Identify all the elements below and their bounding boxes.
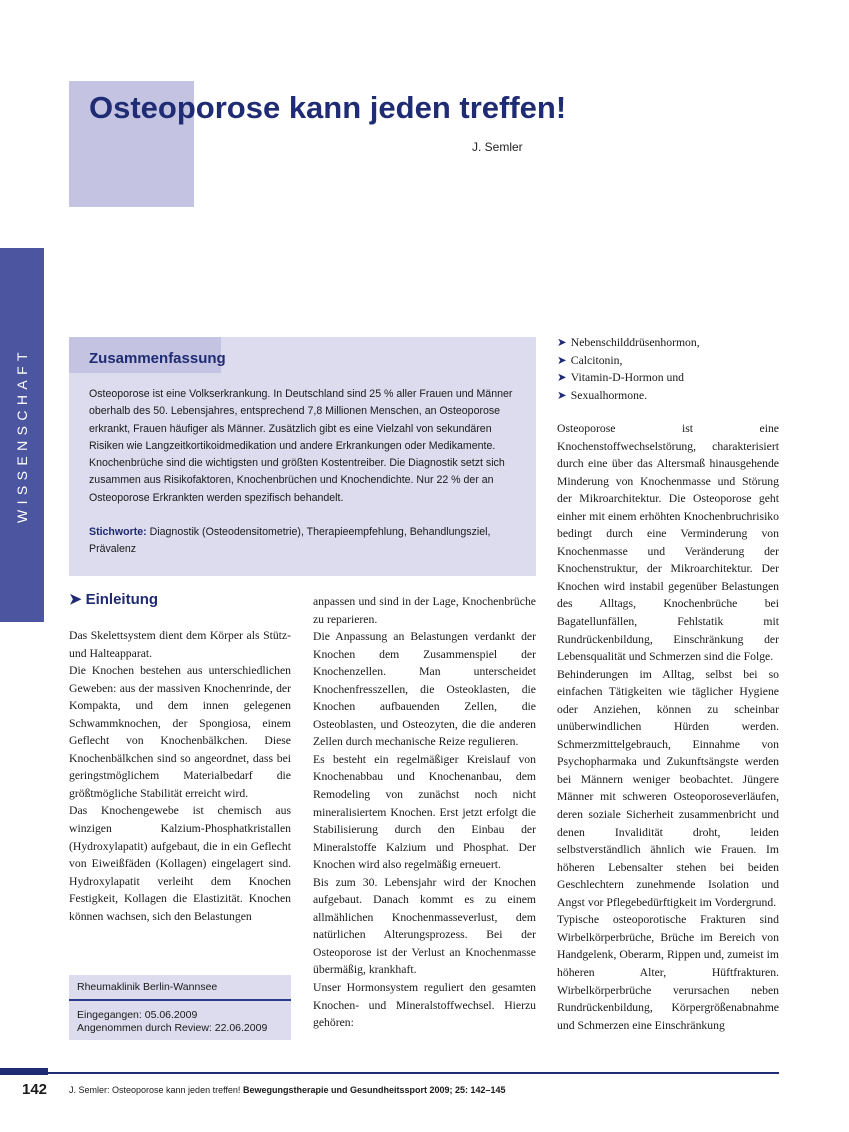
intro-heading-text: Einleitung	[85, 591, 159, 608]
paragraph: Bis zum 30. Lebensjahr wird der Knochen aufgebaut. Danach kommt es zu einem allmählichen Knochenmasseverlust, dem natürlichen Alterungsprozess. Bei der Osteoporose ist der Verlust an Knochenmasse übermäßig, krankhaft.	[313, 875, 536, 977]
paragraph: Unser Hormonsystem reguliert den gesamten Knochen- und Mineralstoffwechsel. Hierzu gehören:	[313, 981, 536, 1030]
list-item-text: Sexualhormone.	[570, 388, 648, 402]
intro-heading	[69, 590, 158, 608]
footer-citation	[69, 1085, 506, 1095]
list-item	[557, 352, 779, 370]
text-column-2	[313, 593, 536, 1032]
footer-rule	[48, 1072, 779, 1074]
section-side-tab-label: WISSENSCHAFT	[14, 346, 30, 524]
paragraph: Die Knochen bestehen aus unterschiedlichen Geweben: aus der massiven Knochenrinde, der Kompakta, und dem innen gelegenen Schwammknochen, der Spongiosa, einem Geflecht von Knochenbälkchen. Diese Knochenbälkchen sind so angeordnet, dass bei geringstmöglichem Materialbedarf die größtmögliche Stabilität erreicht wird.	[69, 664, 291, 800]
article-title: Osteoporose kann jeden treffen!	[89, 90, 567, 125]
list-item	[557, 369, 779, 387]
paragraph: Es besteht ein regelmäßiger Kreislauf von Knochenabbau und Knochenanbau, dem Remodeling von zunächst noch nicht mineralisiertem Knochen. Erst jetzt erfolgt die Stabilisierung durch den Einbau der Mineralstoffe Kalzium und Phosphat. Der Knochen wird also regelmäßig erneuert.	[313, 752, 536, 872]
keywords	[89, 524, 519, 559]
arrow-icon: ➤	[557, 336, 567, 349]
list-item	[557, 387, 779, 405]
journal-text: Bewegungstherapie und Gesundheitssport 2009; 25: 142–145	[242, 1085, 506, 1095]
institution-divider	[69, 999, 291, 1001]
arrow-icon: ➤	[69, 591, 82, 608]
paragraph: Typische osteoporotische Frakturen sind Wirbelkörperbrüche, Brüche im Bereich von Handgelenk, Oberarm, Rippen und, zumeist im höheren Alter, Hüftfrakturen. Wirbelkörperbrüche verursachen neben Rundrückenbildung, Körpergrößenabnahme und Schmerzen eine Einschränkung	[557, 913, 779, 1032]
page-number: 142	[22, 1081, 48, 1098]
citation-text: J. Semler: Osteoporose kann jeden treffen!	[69, 1085, 241, 1095]
paragraph: anpassen und sind in der Lage, Knochenbrüche zu reparieren.	[313, 595, 536, 626]
hormone-list	[557, 334, 779, 404]
paragraph: Die Anpassung an Belastungen verdankt der Knochen dem Zusammenspiel der Knochenzellen. Man unterscheidet Knochenfresszellen, die Osteoklasten, die Knochen aufbauenden Zellen, die Osteoblasten, und Osteozyten, die die anderen Zellen durch mechanische Reize regulieren.	[313, 630, 536, 749]
arrow-icon: ➤	[557, 388, 567, 402]
list-item-text: Vitamin-D-Hormon und	[570, 371, 685, 385]
text-column-1	[69, 627, 291, 925]
paragraph: Das Skelettsystem dient dem Körper als Stütz- und Halteapparat.	[69, 629, 291, 660]
received-date: Eingegangen: 05.06.2009	[77, 1009, 198, 1021]
summary-text: Osteoporose ist eine Volkserkrankung. In Deutschland sind 25 % aller Frauen und Männer oberhalb des 50. Lebensjahres, entsprechend 7,8 Millionen Menschen, an Osteoporose erkrankt, Frauen häufiger als Männer. Zusätzlich gibt es eine Vielzahl von sekundären Risiken wie Langzeitkortikoidmedikation und andere Erkrankungen oder Medikamente. Knochenbrüche sind die wichtigsten und größten Kostentreiber. Die Diagnostik setzt sich zusammen aus Risikofaktoren, Knochenbrüchen und Knochendichte. Nur 22 % der an Osteoporose Erkrankten werden spezifisch behandelt.	[89, 388, 513, 504]
article-author: J. Semler	[472, 140, 523, 154]
summary-heading: Zusammenfassung	[89, 350, 226, 367]
text-column-3	[557, 420, 779, 1034]
list-item-text: Calcitonin,	[570, 353, 623, 367]
paragraph: Behinderungen im Alltag, selbst bei so einfachen Tätigkeiten wie täglicher Hygiene oder Anziehen, können zu scheinbar unüberwindlichen Hürden werden. Schmerzmittelgebrauch, Einnahme von Psychopharmaka und Zukunftsängste werden bei Männern weniger beobachtet. Jüngere Männer mit schweren Osteoporoseverläufen, deren soziale Sicherheit zusammenbricht und denen Invalidität droht, leiden selbstverständlich ähnlich wie Frauen. Im höheren Lebensalter stehen bei beiden Geschlechtern zunehmende Isolation und Angst vor Pflegebedürftigkeit im Vordergrund.	[557, 667, 779, 909]
paragraph: Das Knochengewebe ist chemisch aus winzigen Kalzium-Phosphatkristallen (Hydroxylapatit) aufgebaut, die in ein Geflecht von Eiweißfäden (Kollagen) eingelagert sind. Hydroxylapatit verleiht dem Knochen Festigkeit, Kollagen die Elastizität. Knochen können wachsen, sich den Belastungen	[69, 804, 291, 923]
institution-name: Rheumaklinik Berlin-Wannsee	[77, 981, 218, 993]
accepted-date: Angenommen durch Review: 22.06.2009	[77, 1022, 268, 1034]
footer-tab	[0, 1068, 48, 1075]
arrow-icon: ➤	[557, 371, 567, 385]
arrow-icon: ➤	[557, 353, 567, 367]
list-item-text: Nebenschilddrüsenhormon,	[570, 336, 700, 349]
keywords-label: Stichworte:	[89, 526, 147, 538]
keywords-text: Diagnostik (Osteodensitometrie), Therapieempfehlung, Behandlungsziel, Prävalenz	[89, 526, 491, 556]
institution-dates	[77, 1009, 267, 1035]
paragraph: Osteoporose ist eine Knochenstoffwechselstörung, charakterisiert durch eine über das Altersmaß hinausgehende Minderung von Knochenmasse und Störung der Mikroarchitektur. Die Osteoporose geht einher mit einem erhöhten Knochenbruchrisiko bedingt durch eine Verminderung von Knochenmasse und Veränderung der Knochenstruktur, der Mikroarchitektur. Der Knochen wird instabil gegenüber Belastungen des Alltags, Knochenbrüche bei Bagatellunfällen, Fehlstatik mit Rundrückenbildung, Einschränkung der Lebensqualität und Schmerzen sind die Folge.	[557, 422, 779, 664]
list-item	[557, 334, 779, 352]
